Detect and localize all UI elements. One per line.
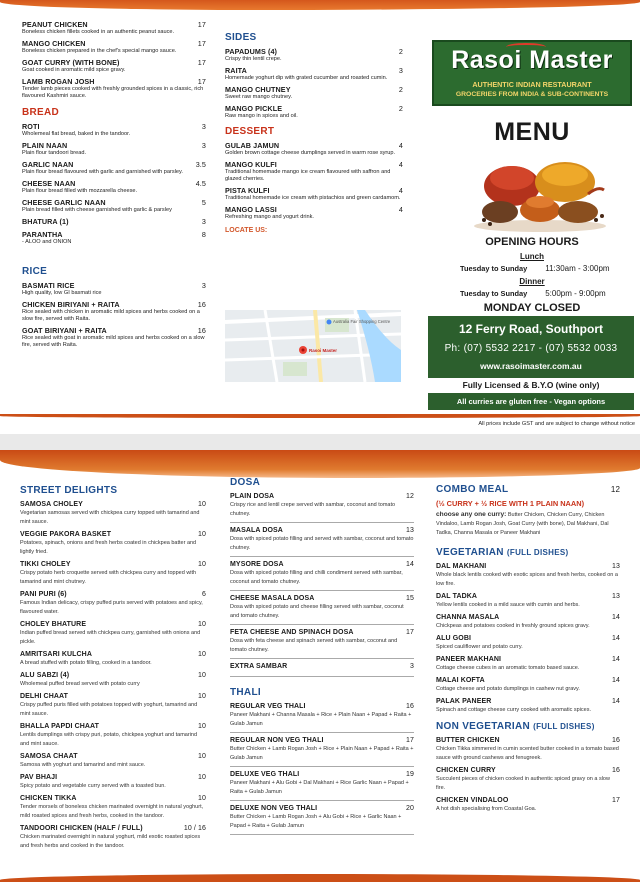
lunch-days: Tuesday to Sunday [460, 264, 528, 273]
menu-item-price: 14 [612, 614, 620, 621]
locate-us-label: LOCATE US: [225, 227, 268, 234]
column-dosa-thali [230, 477, 414, 838]
menu-item-description: High quality, low GI basmati rice [22, 290, 102, 296]
menu-item-name: DAL MAKHANI [436, 563, 487, 570]
menu-item-name: MYSORE DOSA [230, 561, 284, 568]
menu-item-description: Plain flour tandoori bread. [22, 150, 87, 156]
menu-item-price: 2 [398, 104, 403, 113]
menu-item [230, 594, 414, 603]
closed-notice: MONDAY CLOSED [483, 302, 581, 314]
section-title-thali: THALI [230, 687, 261, 698]
menu-item-description: Cottage cheese cubes in an aromatic tomato based sauce. [436, 665, 580, 671]
menu-item-name: BHATURA (1) [22, 217, 69, 226]
menu-item-price: 10 [198, 651, 206, 658]
menu-item [22, 160, 206, 169]
menu-item-name: REGULAR VEG THALI [230, 703, 306, 710]
menu-item [22, 122, 206, 131]
menu-item [20, 773, 206, 782]
licensing-note: Fully Licensed & B.Y.O (wine only) [462, 380, 600, 390]
section-title-rice: RICE [22, 266, 48, 277]
menu-item-name: MALAI KOFTA [436, 677, 485, 684]
section-title-dosa: DOSA [230, 477, 261, 488]
rice-list [22, 281, 206, 349]
menu-item-name: MANGO CHICKEN [22, 39, 86, 48]
menu-item-price: 3 [410, 663, 414, 670]
menu-item-name: ALU GOBI [436, 635, 472, 642]
menu-item-description: Raw mango in spices and oil. [225, 113, 298, 119]
menu-item-name: MANGO PICKLE [225, 104, 283, 113]
section-title-dessert: DESSERT [225, 126, 275, 137]
menu-item [22, 326, 206, 335]
menu-item-description: Famous Indian delicacy, crispy puffed puris served with potatoes and spicy, flavoured water. [20, 600, 203, 615]
menu-item-description: Tender lamb pieces cooked with freshly grounded spices in a classic, rich flavoured Kashmiri sauce. [22, 86, 204, 99]
menu-item-name: VEGGIE PAKORA BASKET [20, 531, 112, 538]
menu-item-description: Cottage cheese and potato dumplings in cashew nut gravy. [436, 686, 580, 692]
menu-item-description: Golden brown cottage cheese dumplings served in warm rose syrup. [225, 150, 396, 156]
menu-item-price: 17 [406, 737, 414, 744]
menu-item-name: BHALLA PAPDI CHAAT [20, 723, 100, 730]
non-vegetarian-title: NON VEGETARIAN [436, 721, 531, 732]
menu-item-description: Tender morsels of boneless chicken marinated overnight in natural yoghurt, mild roasted spices and fresh herbs, cooked in the tandoor. [20, 804, 204, 819]
logo-tagline-2: GROCERIES FROM INDIA & SUB-CONTINENTS [455, 91, 609, 98]
menu-item-name: GULAB JAMUN [225, 141, 280, 150]
menu-item-price: 2 [398, 47, 403, 56]
lunch-label: Lunch [520, 252, 544, 261]
menu-item-name: ROTI [22, 122, 40, 131]
menu-item-price: 3 [201, 141, 206, 150]
menu-item [225, 186, 403, 195]
menu-item-description: Spinach and cottage cheese curry cooked with aromatic spices. [436, 707, 591, 713]
menu-item-description: Samosa with yoghurt and tamarind and mint sauce. [20, 762, 146, 768]
menu-item-name: PARANTHA [22, 230, 63, 239]
opening-hours-title: OPENING HOURS [485, 236, 579, 248]
menu-item-description: Butter Chicken + Lamb Rogan Josh + Alu Gobi + Rice + Garlic Naan + Papad + Raita + Gulab Jamun [230, 814, 402, 829]
menu-item-description: Crispy potato herb croquette served with chickpea curry and topped with tamarind and mint chutney. [20, 570, 197, 585]
logo-name: Rasoi Master [451, 46, 613, 74]
menu-item [225, 205, 403, 214]
menu-item-price: 3.5 [195, 160, 206, 169]
menu-item-name: GOAT CURRY (WITH BONE) [22, 58, 120, 67]
logo-tagline-1: AUTHENTIC INDIAN RESTAURANT [472, 80, 592, 89]
menu-item [436, 796, 620, 805]
street-delights-list [20, 500, 206, 851]
menu-item [230, 770, 414, 779]
menu-page-1 [0, 0, 640, 434]
menu-item-name: PAPADUMS (4) [225, 47, 278, 56]
menu-item [20, 650, 206, 659]
menu-item-description: Indian puffed bread served with chickpea curry, garnished with onions and pickle. [20, 630, 201, 645]
menu-item-price: 6 [202, 591, 206, 598]
menu-item-description: Wholemeal flat bread, baked in the tandoor. [22, 131, 131, 137]
menu-item-price: 10 [198, 774, 206, 781]
combo-choose-label: choose any one curry: [436, 511, 507, 518]
menu-item-name: BUTTER CHICKEN [436, 737, 500, 744]
menu-item-name: CHEESE MASALA DOSA [230, 595, 315, 602]
menu-item-price: 10 [198, 795, 206, 802]
menu-item-name: RAITA [225, 66, 247, 75]
menu-item-description: Boneless chicken prepared in the chef's special mango sauce. [22, 48, 177, 54]
menu-item-name: TANDOORI CHICKEN (HALF / FULL) [20, 825, 143, 832]
menu-item [20, 794, 206, 803]
menu-item-price: 16 [406, 703, 414, 710]
menu-item-name: PAV BHAJI [20, 774, 58, 781]
menu-item-description: Traditional homemade ice cream with pistachios and green cardamom. [225, 195, 401, 201]
menu-item [22, 230, 206, 239]
menu-item-price: 17 [197, 77, 206, 86]
menu-item [436, 766, 620, 775]
menu-item-price: 10 [198, 672, 206, 679]
menu-item-description: Rice sealed with goat in aromatic mild spices and herbs cooked on a slow fire, served with Raita. [22, 335, 205, 348]
lunch-hours-row [460, 264, 640, 273]
menu-item [22, 77, 206, 86]
menu-item [230, 492, 414, 501]
menu-item-price: 13 [612, 593, 620, 600]
bread-list [22, 122, 206, 246]
menu-item [436, 562, 620, 571]
menu-item-description: Refreshing mango and yogurt drink. [225, 214, 314, 220]
menu-item [230, 702, 414, 711]
menu-item-name: FETA CHEESE AND SPINACH DOSA [230, 629, 354, 636]
menu-item-description: Vegetarian samosas served with chickpea curry topped with tamarind and mint sauce. [20, 510, 200, 525]
menu-item [22, 179, 206, 188]
map-label-shopping-centre: Australia Fair Shopping Centre [333, 319, 391, 324]
menu-item-price: 17 [612, 797, 620, 804]
menu-item [225, 85, 403, 94]
menu-item [22, 39, 206, 48]
menu-item-description: Wholemeal puffed bread served with potato curry [20, 681, 140, 687]
menu-item-name: AMRITSARI KULCHA [20, 651, 92, 658]
menu-item-price: 14 [612, 656, 620, 663]
menu-item-price: 20 [406, 805, 414, 812]
vegetarian-title: VEGETARIAN [436, 547, 504, 558]
menu-item-name: PANEER MAKHANI [436, 656, 502, 663]
menu-item [225, 104, 403, 113]
menu-item [436, 676, 620, 685]
section-title-bread: BREAD [22, 107, 60, 118]
dessert-list [225, 141, 403, 221]
menu-item-name: EXTRA SAMBAR [230, 663, 288, 670]
menu-item-price: 16 [197, 326, 206, 335]
gluten-free-banner: All curries are gluten free - Vegan options [428, 393, 634, 410]
menu-item-name: CHICKEN BIRIYANI + RAITA [22, 300, 120, 309]
menu-item-price: 3 [201, 122, 206, 131]
menu-item-description: Homemade yoghurt dip with grated cucumber and roasted cumin. [225, 75, 388, 81]
menu-item [436, 592, 620, 601]
menu-item-price: 15 [406, 595, 414, 602]
menu-item [436, 736, 620, 745]
menu-item-price: 14 [406, 561, 414, 568]
menu-item-description: Paneer Makhani + Alu Gobi + Dal Makhani + Rice Garlic Naan + Papad + Raita + Gulab Jamun [230, 780, 409, 795]
menu-heading: MENU [494, 118, 570, 146]
menu-item-price: 10 [198, 561, 206, 568]
menu-item-price: 10 [198, 693, 206, 700]
column-combo-curries [436, 485, 620, 817]
menu-item-name: LAMB ROGAN JOSH [22, 77, 95, 86]
menu-item-name: CHOLEY BHATURE [20, 621, 87, 628]
contact-box [428, 316, 634, 378]
menu-item-description: Whole black lentils cooked with exotic spices and fresh herbs, cooked on a low fire. [436, 572, 618, 587]
lunch-time: 11:30am - 3:00pm [545, 264, 610, 273]
combo-description [436, 510, 620, 538]
menu-page-2 [0, 450, 640, 882]
menu-item-description: Paneer Makhani + Channa Masala + Rice + Plain Naan + Papad + Raita + Gulab Jamun [230, 712, 412, 727]
menu-item-price: 17 [406, 629, 414, 636]
menu-item-description: Chicken marinated overnight in natural yoghurt, mild exotic roasted spices and fresh herbs and cooked in the tandoor. [20, 834, 201, 849]
menu-item [22, 20, 206, 29]
combo-price: 12 [610, 485, 620, 494]
non-vegetarian-subtitle: (FULL DISHES) [533, 722, 595, 731]
menu-item-name: MANGO KULFI [225, 160, 277, 169]
menu-item-name: CHEESE GARLIC NAAN [22, 198, 106, 207]
menu-item [230, 526, 414, 535]
dinner-days: Tuesday to Sunday [460, 289, 528, 298]
dosa-list [230, 492, 414, 677]
menu-item [20, 590, 206, 599]
menu-item [22, 58, 206, 67]
menu-item-price: 17 [197, 20, 206, 29]
menu-item-name: GARLIC NAAN [22, 160, 74, 169]
column-sides-dessert [225, 32, 403, 234]
menu-item-description: Traditional homemade mango ice cream flavoured with saffron and glazed cherries. [225, 169, 391, 182]
menu-item [20, 671, 206, 680]
menu-item [22, 141, 206, 150]
column-street-delights [20, 485, 206, 854]
menu-item [22, 300, 206, 309]
menu-item-description: Goat cooked in aromatic mild spice gravy. [22, 67, 126, 73]
menu-item-name: MANGO LASSI [225, 205, 277, 214]
menu-item [436, 634, 620, 643]
menu-item [225, 160, 403, 169]
menu-item-description: A bread stuffed with potato filling, cooked in a tandoor. [20, 660, 152, 666]
menu-item-name: GOAT BIRIYANI + RAITA [22, 326, 107, 335]
menu-item-price: 3 [398, 66, 403, 75]
menu-item-name: PLAIN NAAN [22, 141, 68, 150]
menu-item [230, 628, 414, 637]
section-title-sides: SIDES [225, 32, 257, 43]
menu-item-price: 13 [612, 563, 620, 570]
menu-item-description: Yellow lentils cooked in a mild sauce with cumin and herbs. [436, 602, 580, 608]
menu-item-description: Spicy potato and vegetable curry served with a toasted bun. [20, 783, 166, 789]
menu-item [436, 613, 620, 622]
menu-item [22, 198, 206, 207]
menu-item [20, 620, 206, 629]
section-title-street-delights: STREET DELIGHTS [20, 485, 118, 496]
menu-item-description: Spiced cauliflower and potato curry. [436, 644, 523, 650]
non-vegetarian-list [436, 736, 620, 814]
menu-item-price: 14 [612, 677, 620, 684]
menu-item-name: PISTA KULFI [225, 186, 270, 195]
dinner-label: Dinner [519, 277, 545, 286]
menu-item-name: ALU SABZI (4) [20, 672, 70, 679]
menu-item-description: Succulent pieces of chicken cooked in authentic spiced gravy on a slow fire. [436, 776, 610, 791]
map-label-rasoi-master: Rasoi Master [309, 348, 338, 353]
menu-item [436, 655, 620, 664]
menu-item-name: CHICKEN TIKKA [20, 795, 77, 802]
menu-item [230, 560, 414, 569]
section-title-non-vegetarian [436, 721, 620, 732]
menu-item-name: PALAK PANEER [436, 698, 492, 705]
menu-item-name: SAMOSA CHOLEY [20, 501, 83, 508]
top-decor-band [0, 0, 640, 10]
menu-item-price: 17 [197, 39, 206, 48]
menu-item-price: 16 [612, 737, 620, 744]
menu-item-price: 10 [198, 621, 206, 628]
section-title-combo-meal: COMBO MEAL [436, 484, 509, 495]
sides-list [225, 47, 403, 120]
menu-item [225, 47, 403, 56]
top-decor-band [0, 450, 640, 478]
menu-item-price: 17 [197, 58, 206, 67]
menu-item-description: Chickpeas and potatoes cooked in freshly ground spices gravy. [436, 623, 590, 629]
menu-item-description: - ALOO and ONION [22, 239, 72, 245]
menu-item [230, 662, 414, 671]
menu-item [225, 66, 403, 75]
menu-item-description: Crispy puffed puris filled with potatoes topped with yoghurt, tamarind and mint sauce. [20, 702, 198, 717]
menu-item-description: Dosa with spiced potato filling and chilli condiment served with sambar, coconut and tomato chutney. [230, 570, 403, 585]
menu-item-description: Sweet raw mango chutney. [225, 94, 293, 100]
menu-item-price: 3 [201, 217, 206, 226]
menu-item-name: PLAIN DOSA [230, 493, 275, 500]
mains-list [22, 20, 206, 100]
dinner-hours-row [460, 289, 640, 298]
menu-item-description: Dosa with spiced potato filling and served with sambar, coconut and tomato chutney. [230, 536, 414, 551]
menu-item-price: 4 [398, 160, 403, 169]
menu-item [20, 722, 206, 731]
combo-curry-options: Butter Chicken, Chicken Curry, Chicken Vindaloo, Lamb Rogan Josh, Goat Curry (with bone), Dal Makhani, Dal Tadka, Channa Masala or Paneer Makhani [436, 512, 609, 536]
menu-item-name: MANGO CHUTNEY [225, 85, 291, 94]
column-mains-bread-rice [22, 20, 206, 352]
menu-item-description: Boneless chicken fillets cooked in an authentic peanut sauce. [22, 29, 175, 35]
menu-item-name: REGULAR NON VEG THALI [230, 737, 324, 744]
menu-item-price: 10 [198, 753, 206, 760]
menu-item-description: Crispy rice and lentil crepe served with sambar, coconut and tomato chutney. [230, 502, 396, 517]
menu-item [20, 752, 206, 761]
menu-item-name: CHICKEN CURRY [436, 767, 496, 774]
menu-item-name: SAMOSA CHAAT [20, 753, 78, 760]
menu-item-name: CHEESE NAAN [22, 179, 76, 188]
menu-item-description: Chicken Tikka simmered in cumin scented butter cooked in a tomato based sauce with ground cashews and fenugreek. [436, 746, 619, 761]
menu-item-price: 3 [201, 281, 206, 290]
menu-item-price: 12 [406, 493, 414, 500]
menu-item-description: Butter Chicken + Lamb Rogan Josh + Rice + Plain Naan + Papad + Raita + Gulab Jamun [230, 746, 414, 761]
menu-item [20, 530, 206, 539]
dinner-time: 5:00pm - 9:00pm [545, 289, 606, 298]
website-link[interactable]: www.rasoimaster.com.au [480, 361, 582, 371]
menu-item-price: 10 [198, 723, 206, 730]
menu-item-price: 13 [406, 527, 414, 534]
spices-image [470, 150, 610, 232]
gst-note: All prices include GST and are subject to change without notice [478, 421, 635, 427]
menu-item-name: TIKKI CHOLEY [20, 561, 71, 568]
menu-item-price: 4.5 [195, 179, 206, 188]
menu-item-price: 8 [201, 230, 206, 239]
location-map[interactable] [225, 310, 401, 382]
menu-item-description: A hot dish specialising from Coastal Goa. [436, 806, 537, 812]
address: 12 Ferry Road, Southport [458, 322, 604, 336]
menu-item-name: CHICKEN VINDALOO [436, 797, 509, 804]
menu-item-price: 10 [198, 501, 206, 508]
section-title-vegetarian [436, 547, 620, 558]
menu-item-price: 14 [612, 635, 620, 642]
thali-list [230, 702, 414, 835]
restaurant-logo [432, 40, 632, 106]
menu-item-price: 4 [398, 205, 403, 214]
menu-item [20, 692, 206, 701]
menu-item [230, 804, 414, 813]
menu-item [22, 217, 206, 226]
vegetarian-list [436, 562, 620, 715]
menu-item-name: DELHI CHAAT [20, 693, 69, 700]
menu-item [20, 560, 206, 569]
menu-item [436, 697, 620, 706]
menu-item-price: 16 [197, 300, 206, 309]
menu-item-name: DELUXE NON VEG THALI [230, 805, 318, 812]
bottom-decor-line [0, 414, 640, 418]
menu-item-name: MASALA DOSA [230, 527, 283, 534]
menu-item-price: 19 [406, 771, 414, 778]
menu-item [20, 500, 206, 509]
menu-item [230, 736, 414, 745]
menu-item [225, 141, 403, 150]
menu-item [22, 281, 206, 290]
menu-item-price: 4 [398, 141, 403, 150]
menu-item-description: Rice sealed with chicken in aromatic mild spices and herbs cooked on a slow fire, served with Raita. [22, 309, 200, 322]
combo-meal-row [436, 485, 620, 494]
phone-numbers[interactable]: Ph: (07) 5532 2217 - (07) 5532 0033 [444, 343, 618, 354]
menu-item-price: 14 [612, 698, 620, 705]
page-gap [0, 434, 640, 450]
menu-item-description: Plain flour bread filled with mozzarella cheese. [22, 188, 138, 194]
menu-item-price: 5 [201, 198, 206, 207]
menu-item-price: 16 [612, 767, 620, 774]
menu-item-price: 4 [398, 186, 403, 195]
menu-item-name: CHANNA MASALA [436, 614, 500, 621]
menu-item [20, 824, 206, 833]
menu-item-description: Plain flour bread flavoured with garlic and garnished with parsley. [22, 169, 183, 175]
menu-item-name: DAL TADKA [436, 593, 478, 600]
menu-item-price: 10 / 16 [183, 825, 206, 832]
menu-item-name: BASMATI RICE [22, 281, 75, 290]
menu-item-description: Plain bread filled with cheese garnished with garlic & parsley [22, 207, 172, 213]
menu-item-price: 2 [398, 85, 403, 94]
menu-item-description: Dosa with feta cheese and spinach served with sambar, coconut and tomato chutney. [230, 638, 398, 653]
menu-item-name: PEANUT CHICKEN [22, 20, 88, 29]
menu-item-description: Crispy thin lentil crepe. [225, 56, 282, 62]
combo-subtitle: (½ CURRY + ½ RICE WITH 1 PLAIN NAAN) [436, 499, 585, 508]
menu-item-description: Potatoes, spinach, onions and fresh herbs coated in chickpea batter and lightly fried. [20, 540, 197, 555]
menu-item-description: Dosa with spiced potato and cheese filling served with sambar, coconut and tomato chutney. [230, 604, 404, 619]
vegetarian-subtitle: (FULL DISHES) [506, 548, 569, 557]
menu-item-name: DELUXE VEG THALI [230, 771, 300, 778]
bottom-decor-band [0, 874, 640, 882]
menu-item-description: Lentils dumplings with crispy puri, potato, chickpea yoghurt and tamarind and mint sauce. [20, 732, 198, 747]
menu-item-price: 10 [198, 531, 206, 538]
menu-item-name: PANI PURI (6) [20, 591, 67, 598]
